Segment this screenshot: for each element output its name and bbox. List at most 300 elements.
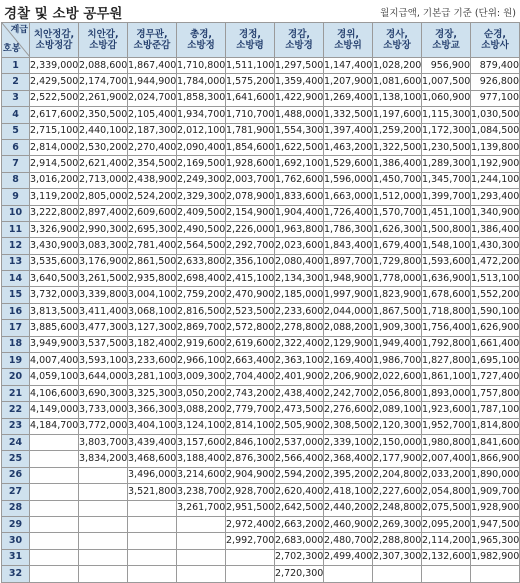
salary-cell: 1,695,100 [471,353,520,369]
table-row [2,566,520,582]
salary-cell: 1,980,800 [422,434,471,450]
salary-table [1,22,520,583]
column-header-line: 소방교 [432,40,460,51]
salary-cell: 1,923,600 [422,402,471,418]
salary-cell [30,467,79,483]
salary-cell: 2,779,700 [226,402,275,418]
salary-cell: 1,641,600 [226,90,275,106]
salary-cell: 2,095,200 [422,516,471,532]
salary-cell: 1,787,100 [471,402,520,418]
column-header-line: 소방정감 [35,40,73,51]
step-number: 25 [2,451,30,467]
salary-cell: 1,757,800 [471,385,520,401]
step-number: 26 [2,467,30,483]
salary-cell: 1,904,400 [275,205,324,221]
salary-cell: 2,663,200 [275,516,324,532]
salary-cell: 1,949,400 [373,336,422,352]
salary-cell: 2,499,400 [324,549,373,565]
salary-cell: 1,192,900 [471,156,520,172]
salary-cell: 2,876,300 [226,451,275,467]
salary-cell: 1,890,000 [471,467,520,483]
step-number: 21 [2,385,30,401]
salary-cell: 1,386,400 [373,156,422,172]
salary-cell: 2,743,200 [226,385,275,401]
salary-cell: 1,710,700 [226,107,275,123]
salary-cell: 2,429,500 [30,74,79,90]
salary-cell: 3,439,400 [128,434,177,450]
table-row [2,254,520,270]
salary-cell: 1,661,400 [471,336,520,352]
salary-cell: 1,596,000 [324,172,373,188]
salary-cell: 1,060,900 [422,90,471,106]
table-row [2,385,520,401]
column-header-line: 소방사 [481,40,509,51]
table-row [2,58,520,74]
salary-cell: 1,422,900 [275,90,324,106]
salary-cell: 2,480,700 [324,533,373,549]
salary-cell: 4,106,600 [30,385,79,401]
salary-cell: 2,642,500 [275,500,324,516]
salary-cell: 2,276,600 [324,402,373,418]
salary-cell: 3,009,300 [177,369,226,385]
step-number: 16 [2,303,30,319]
salary-cell: 3,644,000 [79,369,128,385]
table-row [2,189,520,205]
step-number: 9 [2,189,30,205]
table-row [2,74,520,90]
table-row [2,139,520,155]
salary-cell: 2,633,800 [177,254,226,270]
salary-cell [79,549,128,565]
salary-cell [30,451,79,467]
step-number: 18 [2,336,30,352]
salary-cell: 3,885,600 [30,320,79,336]
salary-cell: 3,468,600 [128,451,177,467]
salary-cell: 3,834,200 [79,451,128,467]
salary-cell: 1,593,600 [422,254,471,270]
salary-cell: 2,134,300 [275,271,324,287]
column-header [30,23,79,58]
salary-cell: 2,438,400 [275,385,324,401]
salary-cell: 1,552,200 [471,287,520,303]
salary-cell: 3,261,500 [79,271,128,287]
salary-cell: 2,572,800 [226,320,275,336]
salary-cell: 2,354,500 [128,156,177,172]
salary-cell: 1,397,400 [324,123,373,139]
salary-cell: 1,626,300 [373,221,422,237]
salary-cell: 1,512,000 [373,189,422,205]
step-number: 22 [2,402,30,418]
salary-cell: 3,261,700 [177,500,226,516]
salary-cell: 2,846,100 [226,434,275,450]
salary-cell: 2,904,900 [226,467,275,483]
corner-rank-label: 계급 [10,25,28,35]
salary-cell: 2,409,500 [177,205,226,221]
salary-cell: 2,594,200 [275,467,324,483]
salary-cell: 3,430,900 [30,238,79,254]
salary-cell [30,533,79,549]
salary-cell [471,566,520,582]
column-header [471,23,520,58]
table-row [2,172,520,188]
salary-cell: 2,363,100 [275,353,324,369]
salary-cell: 1,115,300 [422,107,471,123]
table-row [2,205,520,221]
salary-cell: 1,007,500 [422,74,471,90]
salary-cell [30,516,79,532]
salary-cell: 2,278,800 [275,320,324,336]
salary-cell: 1,854,600 [226,139,275,155]
salary-cell: 1,289,300 [422,156,471,172]
salary-cell [226,566,275,582]
salary-cell: 2,120,300 [373,418,422,434]
salary-cell: 4,007,400 [30,353,79,369]
salary-cell: 1,570,700 [373,205,422,221]
salary-cell: 2,928,700 [226,484,275,500]
salary-cell: 2,322,400 [275,336,324,352]
salary-cell: 3,640,500 [30,271,79,287]
salary-cell: 1,997,900 [324,287,373,303]
page-header [0,0,520,22]
salary-cell: 1,622,500 [275,139,324,155]
salary-cell: 926,800 [471,74,520,90]
salary-cell: 1,718,800 [422,303,471,319]
salary-cell: 3,535,600 [30,254,79,270]
salary-cell: 3,813,500 [30,303,79,319]
salary-cell [79,516,128,532]
salary-cell: 2,440,200 [324,500,373,516]
salary-cell: 1,792,800 [422,336,471,352]
salary-cell: 2,075,500 [422,500,471,516]
salary-cell: 2,869,700 [177,320,226,336]
salary-cell: 3,016,200 [30,172,79,188]
step-number: 8 [2,172,30,188]
table-row [2,156,520,172]
table-header [2,23,520,58]
step-number: 5 [2,123,30,139]
salary-cell: 2,368,400 [324,451,373,467]
table-row [2,320,520,336]
salary-cell: 1,472,200 [471,254,520,270]
column-header-line: 소방감 [89,40,117,51]
salary-cell [79,484,128,500]
salary-cell: 1,197,600 [373,107,422,123]
salary-cell: 1,814,800 [471,418,520,434]
salary-cell: 977,100 [471,90,520,106]
salary-cell: 2,702,300 [275,549,324,565]
salary-cell: 2,530,200 [79,139,128,155]
salary-cell: 2,609,600 [128,205,177,221]
salary-cell: 1,833,600 [275,189,324,205]
salary-cell: 3,083,300 [79,238,128,254]
salary-cell: 3,068,100 [128,303,177,319]
salary-cell: 2,460,900 [324,516,373,532]
salary-cell: 2,339,000 [30,58,79,74]
salary-cell: 2,078,900 [226,189,275,205]
salary-cell: 3,127,300 [128,320,177,336]
salary-cell [177,566,226,582]
salary-cell: 1,590,100 [471,303,520,319]
step-number: 24 [2,434,30,450]
salary-cell: 2,024,700 [128,90,177,106]
salary-cell: 2,781,400 [128,238,177,254]
salary-cell: 2,350,500 [79,107,128,123]
salary-cell: 3,537,500 [79,336,128,352]
step-number: 23 [2,418,30,434]
salary-cell: 2,972,400 [226,516,275,532]
salary-cell: 1,762,600 [275,172,324,188]
salary-cell: 2,438,900 [128,172,177,188]
salary-cell: 3,732,000 [30,287,79,303]
salary-cell: 2,022,600 [373,369,422,385]
salary-cell [177,533,226,549]
salary-cell: 3,124,100 [177,418,226,434]
salary-cell: 1,529,600 [324,156,373,172]
table-row [2,287,520,303]
salary-cell: 2,269,300 [373,516,422,532]
column-header-line: 소방장 [383,40,411,51]
salary-cell: 2,206,900 [324,369,373,385]
salary-cell: 3,772,000 [79,418,128,434]
salary-cell [177,516,226,532]
column-header [324,23,373,58]
salary-cell [79,500,128,516]
salary-cell: 2,089,100 [373,402,422,418]
salary-cell: 1,084,500 [471,123,520,139]
salary-cell: 2,505,900 [275,418,324,434]
step-number: 17 [2,320,30,336]
table-row [2,484,520,500]
salary-cell: 2,919,600 [177,336,226,352]
salary-cell: 1,786,300 [324,221,373,237]
salary-cell: 1,909,300 [373,320,422,336]
salary-cell: 2,522,500 [30,90,79,106]
salary-cell: 3,176,900 [79,254,128,270]
table-row [2,353,520,369]
salary-cell: 2,129,900 [324,336,373,352]
salary-cell [30,549,79,565]
salary-cell: 2,470,900 [226,287,275,303]
table-row [2,451,520,467]
salary-cell: 1,784,000 [177,74,226,90]
salary-cell: 2,090,400 [177,139,226,155]
salary-cell: 1,827,800 [422,353,471,369]
salary-cell: 1,986,700 [373,353,422,369]
salary-cell: 2,759,200 [177,287,226,303]
salary-cell: 2,023,600 [275,238,324,254]
column-header-line: 소방경 [285,40,313,51]
salary-cell: 2,695,300 [128,221,177,237]
column-header-line: 소방준감 [133,40,171,51]
step-number: 4 [2,107,30,123]
salary-cell: 2,169,400 [324,353,373,369]
salary-cell: 2,227,600 [373,484,422,500]
salary-cell: 1,663,000 [324,189,373,205]
salary-cell: 3,281,100 [128,369,177,385]
salary-cell: 2,033,200 [422,467,471,483]
salary-cell: 3,411,400 [79,303,128,319]
table-row [2,516,520,532]
salary-cell: 2,150,000 [373,434,422,450]
salary-cell: 1,359,400 [275,74,324,90]
salary-cell: 2,992,700 [226,533,275,549]
table-row [2,418,520,434]
salary-cell: 2,233,600 [275,303,324,319]
salary-cell [30,434,79,450]
salary-cell [30,484,79,500]
salary-cell: 2,261,900 [79,90,128,106]
salary-cell: 2,204,800 [373,467,422,483]
salary-cell: 1,678,600 [422,287,471,303]
salary-cell: 1,575,200 [226,74,275,90]
salary-cell: 3,088,200 [177,402,226,418]
column-header [79,23,128,58]
salary-cell: 1,244,100 [471,172,520,188]
salary-cell: 1,781,900 [226,123,275,139]
salary-cell [79,467,128,483]
salary-cell: 2,185,000 [275,287,324,303]
salary-cell: 879,400 [471,58,520,74]
salary-cell: 2,012,100 [177,123,226,139]
table-row [2,549,520,565]
salary-cell: 3,182,400 [128,336,177,352]
salary-cell: 2,713,000 [79,172,128,188]
salary-cell [128,516,177,532]
salary-cell: 2,524,200 [128,189,177,205]
salary-cell: 2,861,500 [128,254,177,270]
salary-cell: 2,523,500 [226,303,275,319]
salary-cell: 2,683,000 [275,533,324,549]
salary-cell: 4,149,000 [30,402,79,418]
salary-cell: 2,054,800 [422,484,471,500]
salary-cell: 2,537,000 [275,434,324,450]
salary-cell [226,549,275,565]
salary-cell: 3,496,000 [128,467,177,483]
salary-cell: 2,114,200 [422,533,471,549]
salary-cell: 1,511,100 [226,58,275,74]
salary-cell: 1,928,600 [226,156,275,172]
salary-cell: 2,805,000 [79,189,128,205]
salary-cell: 1,934,700 [177,107,226,123]
unit-note: 월지급액, 기본급 기준 (단위: 원) [380,8,516,19]
salary-cell: 3,339,800 [79,287,128,303]
salary-cell: 1,841,600 [471,434,520,450]
salary-cell: 1,710,800 [177,58,226,74]
table-row [2,533,520,549]
salary-cell [30,500,79,516]
salary-cell: 2,715,100 [30,123,79,139]
salary-cell [422,566,471,582]
step-number: 7 [2,156,30,172]
salary-cell: 3,521,800 [128,484,177,500]
salary-cell: 1,952,700 [422,418,471,434]
column-header-line: 소방정 [187,40,215,51]
salary-cell: 1,138,100 [373,90,422,106]
salary-cell: 2,105,400 [128,107,177,123]
salary-cell: 1,897,700 [324,254,373,270]
salary-cell: 1,726,400 [324,205,373,221]
salary-cell: 1,636,900 [422,271,471,287]
salary-cell: 2,617,600 [30,107,79,123]
salary-cell: 2,440,100 [79,123,128,139]
table-row [2,90,520,106]
column-header-line: 경감, [288,28,310,40]
column-header [128,23,177,58]
salary-cell: 1,488,000 [275,107,324,123]
salary-cell: 1,729,800 [373,254,422,270]
salary-cell: 1,756,400 [422,320,471,336]
step-number: 3 [2,90,30,106]
step-number: 30 [2,533,30,549]
salary-cell: 2,356,100 [226,254,275,270]
table-row [2,336,520,352]
step-number: 2 [2,74,30,90]
step-number: 14 [2,271,30,287]
salary-cell: 1,554,300 [275,123,324,139]
salary-cell: 2,564,500 [177,238,226,254]
step-number: 15 [2,287,30,303]
table-row [2,434,520,450]
salary-cell: 3,326,900 [30,221,79,237]
salary-cell: 1,947,500 [471,516,520,532]
salary-cell [128,533,177,549]
corner-cell [2,23,30,58]
salary-cell: 3,690,300 [79,385,128,401]
table-body [2,58,520,583]
column-header-line: 치안감, [87,28,119,40]
salary-cell: 1,386,400 [471,221,520,237]
salary-cell: 2,816,500 [177,303,226,319]
step-number: 1 [2,58,30,74]
step-number: 19 [2,353,30,369]
salary-cell: 1,692,100 [275,156,324,172]
salary-cell: 2,169,500 [177,156,226,172]
salary-cell: 2,088,200 [324,320,373,336]
salary-cell: 2,288,800 [373,533,422,549]
salary-cell: 1,893,000 [422,385,471,401]
salary-cell: 2,132,600 [422,549,471,565]
salary-cell: 3,477,300 [79,320,128,336]
column-header [226,23,275,58]
salary-cell [79,533,128,549]
salary-cell: 1,451,100 [422,205,471,221]
salary-cell: 2,473,500 [275,402,324,418]
salary-cell: 956,900 [422,58,471,74]
salary-cell [30,566,79,582]
salary-cell: 2,698,400 [177,271,226,287]
salary-cell: 3,119,200 [30,189,79,205]
step-number: 29 [2,516,30,532]
salary-cell: 2,007,400 [422,451,471,467]
salary-cell: 2,966,100 [177,353,226,369]
salary-cell: 2,814,000 [30,139,79,155]
salary-cell: 1,297,500 [275,58,324,74]
table-row [2,123,520,139]
table-row [2,238,520,254]
salary-cell: 2,814,100 [226,418,275,434]
salary-cell: 1,858,300 [177,90,226,106]
column-header-line: 총경, [190,28,212,40]
salary-cell: 2,248,800 [373,500,422,516]
column-header-line: 경사, [386,28,408,40]
salary-cell: 3,733,000 [79,402,128,418]
salary-cell: 2,177,900 [373,451,422,467]
salary-cell: 1,965,300 [471,533,520,549]
column-header-line: 치안정감, [33,28,75,40]
salary-cell: 1,293,400 [471,189,520,205]
salary-cell: 1,548,100 [422,238,471,254]
table-row [2,303,520,319]
